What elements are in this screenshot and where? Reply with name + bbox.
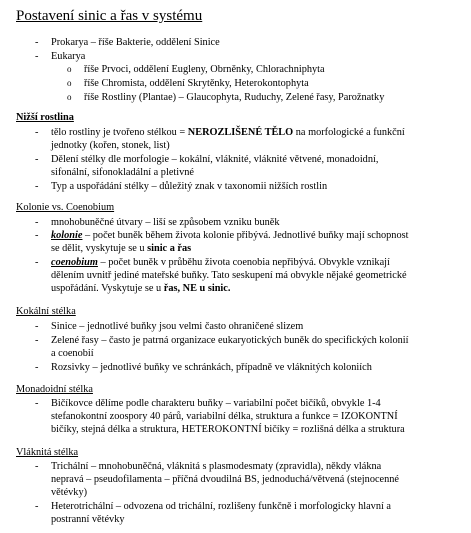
dash-bullet: -: [35, 37, 39, 48]
list-item-trichalni-cont: nepravá – pseudofilamenta – příčná dvoudilná BS, jednoduchá/větvená (stejnocenné: [51, 474, 399, 485]
section-heading-vlaknita: Vláknitá stélka: [16, 447, 79, 458]
list-item-bicikovce: Bičíkovce dělíme podle charakteru buňky – variabilní počet bičíků, obvykle 1-4: [51, 398, 381, 409]
dash-bullet: -: [35, 217, 39, 228]
list-item-kolonie: kolonie – počet buněk během života kolonie přibývá. Jednotlivé buňky mají schopnost: [51, 230, 409, 241]
list-item-coenobium-cont: uspořádání. Vyskytuje se u řas, NE u sinic.: [51, 283, 231, 294]
list-item-sinice: Sinice – jednotlivé buňky jsou velmi často ohraničené slizem: [51, 321, 304, 332]
list-item-zelene-rasy-cont: a coenobií: [51, 348, 94, 359]
list-item-bicikovce-cont: bičíky, stejná délka a struktura, HETEROKONTNÍ bičíky = rozlišná délka a struktura: [51, 424, 405, 435]
list-item-telo: tělo rostliny je tvořeno stélkou = NEROZLIŠENÉ TĚLO na morfologické a funkční: [51, 127, 405, 138]
dash-bullet: -: [35, 398, 39, 409]
list-item-deleni-cont: sifonální, sifonokladální a pletivné: [51, 167, 194, 178]
list-item-heterotrichalni: Heterotrichální – odvozena od trichální, rozlišeny funkčně i morfologicky hlavní a: [51, 501, 391, 512]
list-item-coenobium: coenobium – počet buněk v průběhu života coenobia nepřibývá. Obvykle vznikají: [51, 257, 390, 268]
list-item-typ: Typ a uspořádání stélky – důležitý znak v taxonomii nižších rostlin: [51, 181, 328, 192]
sub-item-rostliny: říše Rostliny (Plantae) – Glaucophyta, Ruduchy, Zelené řasy, Parožnatky: [84, 92, 385, 103]
list-item-deleni: Dělení stélky dle morfologie – kokální, vláknité, vláknité větvené, monadoidní,: [51, 154, 379, 165]
circle-bullet: o: [67, 92, 72, 102]
list-item-zelene-rasy: Zelené řasy – často je patrná organizace eukaryotických buněk do specifických kolonií: [51, 335, 409, 346]
dash-bullet: -: [35, 154, 39, 165]
list-item-bicikovce-cont: stefanokontní zoospory 40 párů, variabilní délka, struktura a funkce = IZOKONTNÍ: [51, 411, 398, 422]
list-item-rozsivky: Rozsivky – jednotlivé buňky ve schránkách, případně ve vláknitých koloniích: [51, 362, 372, 373]
circle-bullet: o: [67, 78, 72, 88]
dash-bullet: -: [35, 321, 39, 332]
list-item-heterotrichalni-cont: postranní větévky: [51, 514, 125, 525]
dash-bullet: -: [35, 51, 39, 62]
list-item-mnohobunecne: mnohobuněčné útvary – liší se způsobem vzniku buněk: [51, 217, 280, 228]
list-item-telo-cont: jednotky (kořen, stonek, list): [51, 140, 170, 151]
list-item-eukarya: Eukarya: [51, 51, 86, 62]
section-heading-nizsi: Nižší rostlina: [16, 112, 74, 123]
section-heading-monadoidni: Monadoidní stélka: [16, 384, 93, 395]
page-title: Postavení sinic a řas v systému: [16, 8, 203, 24]
list-item-trichalni: Trichální – mnohobuněčná, vláknitá s plasmodesmaty (zpravidla), někdy vlákna: [51, 461, 382, 472]
dash-bullet: -: [35, 501, 39, 512]
dash-bullet: -: [35, 257, 39, 268]
dash-bullet: -: [35, 461, 39, 472]
dash-bullet: -: [35, 230, 39, 241]
list-item-prokarya: Prokarya – říše Bakterie, oddělení Sinice: [51, 37, 220, 48]
circle-bullet: o: [67, 64, 72, 74]
sub-item-prvoci: říše Prvoci, oddělení Eugleny, Obrněnky, Chlorachniphyta: [84, 64, 325, 75]
list-item-kolonie-cont: se dělit, vyskytuje se u sinic a řas: [51, 243, 192, 254]
dash-bullet: -: [35, 181, 39, 192]
dash-bullet: -: [35, 362, 39, 373]
section-heading-kokalni: Kokální stélka: [16, 306, 76, 317]
dash-bullet: -: [35, 335, 39, 346]
list-item-coenobium-cont: dělením uvnitř jediné mateřské buňky. Tato seskupení má obvykle nějaké geometrické: [51, 270, 407, 281]
sub-item-chromista: říše Chromista, oddělení Skrytěnky, Heterokontophyta: [84, 78, 309, 89]
section-heading-kolonie: Kolonie vs. Coenobium: [16, 202, 115, 213]
list-item-trichalni-cont: větévky): [51, 487, 88, 498]
dash-bullet: -: [35, 127, 39, 138]
